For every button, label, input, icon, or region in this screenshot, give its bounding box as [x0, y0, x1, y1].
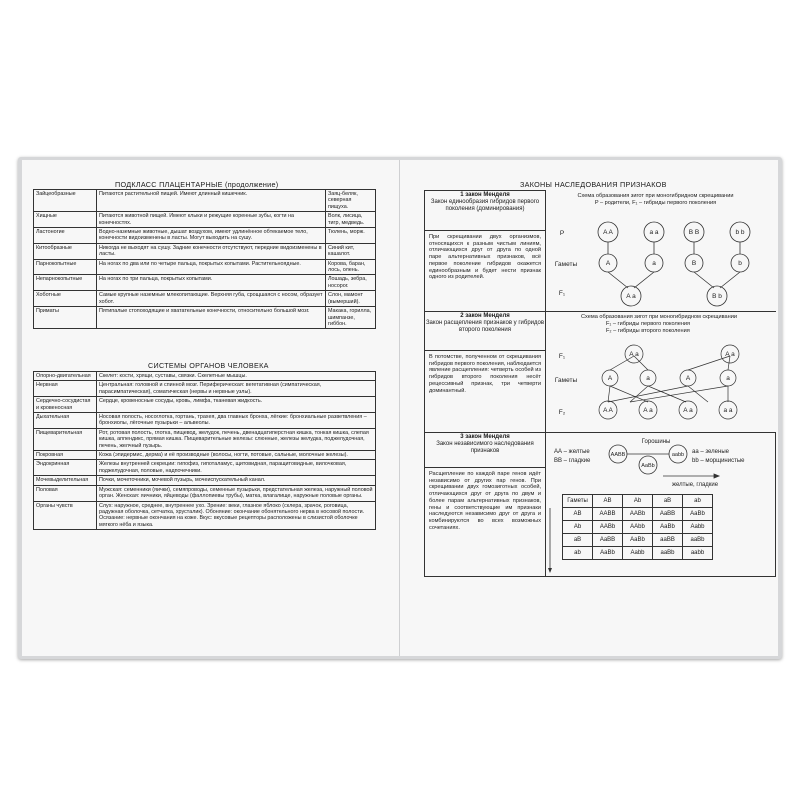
gene-label: A [605, 260, 611, 267]
law1-scheme-title: Схема образования зигот при моногибридном скрещивании [577, 193, 734, 199]
punnett-genotype-cell: aaBb [683, 534, 713, 547]
row-name: Непарнокопытные [34, 275, 97, 291]
table-row [34, 501, 376, 530]
gene-label: a [646, 375, 650, 382]
gene-label: A [685, 375, 691, 382]
row-name: Нервная [34, 381, 97, 397]
row-name: Мочевыделительная [34, 476, 97, 485]
row-name: Сердечно-сосудистая и кровеносная [34, 397, 97, 413]
law2-diagram [548, 342, 772, 432]
punnett-genotype-cell: AaBB [653, 508, 683, 521]
punnett-square [562, 494, 713, 560]
row-description: Самые крупные наземные млекопитающие. Верхняя губа, срощшаяся с носом, образует хобот. [97, 291, 326, 307]
law2-gametes-label: Гаметы [554, 377, 578, 384]
punnett-genotype-cell: AaBb [623, 534, 653, 547]
law3-heading: 3 закон Менделя [460, 434, 510, 440]
placental-title: ПОДКЛАСС ПЛАЦЕНТАРНЫЕ (продолжение) [115, 180, 279, 189]
gene-label: aabb [671, 452, 685, 458]
organs-table [33, 371, 376, 530]
table-row [34, 460, 376, 476]
law1-box [424, 190, 546, 312]
table-row [34, 381, 376, 397]
punnett-genotype-cell: Aabb [623, 547, 653, 560]
table-row [34, 291, 376, 307]
punnett-genotype-cell: AaBB [593, 534, 623, 547]
law2-f2-label: F₂ [558, 409, 566, 416]
gene-label: b b [735, 229, 745, 236]
punnett-row [563, 534, 713, 547]
gene-label: A a [725, 351, 735, 358]
row-name: Хищные [34, 212, 97, 228]
row-description: Рот, ротовая полость, глотка, пищевод, желудок, печень, двенадцатиперстная кишка, тонкая кишка, слепая кишка, аппендикс, прямая кишка. Пищеварительные железы: слюнные, железы желудка, поджелудочная, печень, желчный пузырь. [97, 428, 376, 450]
legend-wrinkled: bb – морщинистые [692, 458, 745, 464]
punnett-header-cell: Гаметы [563, 495, 593, 508]
row-description: Пятипалые стопоходящие и хватательные конечности, относительно большой мозг. [97, 307, 326, 329]
law1-text: При скрещивании двух организмов, относящихся к разным чистым линиям, отличающихся друг от друга по одной паре альтернативных признаков, всё первое поколение гибридов окажется единообразным и будет нести признак одного из родителей. [429, 234, 541, 281]
row-description: Слух: наружное, среднее, внутреннее ухо. Зрение: веки, глазное яблоко (склера, зрачок, роговица, радужная оболочка, сетчатка, хрусталик). Обоняние: окончание обонятельного нерва в носовой полости. Осязание: нервные окончания на коже. Вкус: вкусовые рецепторы расположены в слизистой оболочке мягкого нёба и языка. [97, 501, 376, 530]
table-row [34, 476, 376, 485]
table-row [34, 275, 376, 291]
law1-scheme-subtitle: P – родители, F₁ – гибриды первого поколения [594, 200, 717, 206]
punnett-genotype-cell: AaBb [683, 508, 713, 521]
row-description: На ногах по три пальца, покрытых копытами. [97, 275, 326, 291]
row-description: Водно-наземные животные, дышат воздухом, имеют удлинённое обтекаемое тело, конечности видоизменены в ласты. Могут выходить на сушу. [97, 228, 326, 244]
row-name: Половая [34, 485, 97, 501]
law1-p-label: P [559, 230, 565, 237]
punnett-header-cell: Ab [623, 495, 653, 508]
row-name: Приматы [34, 307, 97, 329]
gene-label: B b [712, 293, 722, 300]
row-name: Органы чувств [34, 501, 97, 530]
punnett-row [563, 547, 713, 560]
gene-label: A a [643, 407, 653, 414]
row-description: Мужская: семенники (яички), семяпроводы, семенные пузырьки, предстательная железа, наружный половой орган. Женская: яичники, яйцеводы (фаллопиевы трубы), матка, влагалище, наружные половые органы. [97, 485, 376, 501]
row-description: Никогда не выходят на сушу. Задние конечности отсутствуют, передние видоизменены в ласты. [97, 243, 326, 259]
punnett-header-cell: ab [683, 495, 713, 508]
row-name: Покровная [34, 451, 97, 460]
table-row [34, 243, 376, 259]
punnett-header-cell: AB [593, 495, 623, 508]
result-label: желтые, гладкие [672, 482, 719, 488]
row-description: Питаются растительной пищей. Имеют длинный кишечник. [97, 190, 326, 212]
law2-box [424, 311, 546, 433]
law2-scheme-title: Схема образования зигот при моногибридном скрещивании [580, 314, 737, 320]
row-description: Сердце, кровеносные сосуды, кровь, лимфа, тканевая жидкость. [97, 397, 376, 413]
row-description: Железы внутренней секреции: гипофиз, гипоталамус, щитовидная, паращитовидные, вилочковая, поджелудочная, половые, надпочечники. [97, 460, 376, 476]
organs-title: СИСТЕМЫ ОРГАНОВ ЧЕЛОВЕКА [148, 361, 269, 370]
table-row [34, 485, 376, 501]
punnett-genotype-cell: AAbb [623, 521, 653, 534]
table-row [34, 190, 376, 212]
law3-peas-diagram [548, 434, 772, 494]
punnett-genotype-cell: aabb [683, 547, 713, 560]
gene-label: a a [723, 407, 733, 414]
legend-smooth: BB – гладкие [554, 458, 591, 464]
gene-label: AaBb [641, 463, 655, 469]
table-row [34, 259, 376, 275]
gene-label: A a [683, 407, 693, 414]
law2-f1-label: F₁ [558, 353, 566, 360]
punnett-genotype-cell: AaBb [593, 547, 623, 560]
punnett-header-cell: aB [653, 495, 683, 508]
table-row [34, 212, 376, 228]
punnett-gamete-cell: AB [563, 508, 593, 521]
row-name: Дыхательная [34, 413, 97, 429]
law3-box [424, 432, 546, 577]
law2-heading: 2 закон Менделя [460, 313, 510, 319]
gene-label: B B [688, 229, 700, 236]
punnett-arrow [546, 506, 556, 574]
row-description: На ногах по два или по четыре пальца, покрытых копытами. Растительноядные. [97, 259, 326, 275]
law2-text: В потомстве, полученном от скрещивания гибридов первого поколения, наблюдается явление расщепления: четверть особей из гибридов второго поколения несёт рецессивный признак, три четверти доминантный. [429, 354, 541, 394]
table-row [34, 228, 376, 244]
row-name: Китообразные [34, 243, 97, 259]
notebook-spine [399, 160, 400, 656]
row-examples: Тюлень, морж. [326, 228, 376, 244]
law2-f1-subtitle: F₁ – гибриды первого поколения [606, 321, 691, 327]
row-name: Хоботные [34, 291, 97, 307]
punnett-row [563, 521, 713, 534]
table-row [34, 413, 376, 429]
row-name: Зайцеобразные [34, 190, 97, 212]
gene-label: A [607, 375, 613, 382]
row-examples: Заяц-беляк, северная пищуха. [326, 190, 376, 212]
gene-label: a [652, 260, 656, 267]
row-description: Носовая полость, носоглотка, гортань, трахея, два главных бронха, лёгкие: бронхиальные разветвления – бронхиолы, лёгочные пузырьки – альвеолы. [97, 413, 376, 429]
table-row [34, 397, 376, 413]
punnett-genotype-cell: aaBb [653, 547, 683, 560]
laws-title: ЗАКОНЫ НАСЛЕДОВАНИЯ ПРИЗНАКОВ [520, 180, 667, 189]
table-row [34, 428, 376, 450]
law1-diagram [548, 212, 772, 312]
punnett-genotype-cell: Aabb [683, 521, 713, 534]
gene-label: a a [649, 229, 659, 236]
row-name: Ластоногие [34, 228, 97, 244]
gene-label: a [726, 375, 730, 382]
gene-label: A A [603, 229, 613, 236]
punnett-genotype-cell: AABb [623, 508, 653, 521]
law3-subheading: Закон независимого наследования признаков [436, 441, 534, 454]
row-examples: Макака, горилла, шимпанзе, гиббон. [326, 307, 376, 329]
punnett-gamete-cell: aB [563, 534, 593, 547]
row-name: Опорно-двигательная [34, 372, 97, 381]
table-row [34, 451, 376, 460]
law1-f1-label: F₁ [558, 290, 566, 297]
row-name: Пищеварительная [34, 428, 97, 450]
punnett-genotype-cell: AABB [593, 508, 623, 521]
row-examples: Слон, мамонт (вымерший). [326, 291, 376, 307]
row-description: Кожа (эпидермис, дерма) и её производные (волосы, ногти, потовые, сальные, молочные железы). [97, 451, 376, 460]
row-description: Питаются животной пищей. Имеют клыки и режущие коренные зубы, когти на конечностях. [97, 212, 326, 228]
law2-f2-subtitle: F₂ – гибриды второго поколения [606, 328, 690, 334]
row-name: Парнокопытные [34, 259, 97, 275]
law3-text: Расщепление по каждой паре генов идёт независимо от других пар генов. При скрещивании двух гомозиготных особей, отличающихся друг от друга по двум и более парам альтернативных признаков, гены и соответствующие им признаки наследуются независимо друг от друга и комбинируются во всех возможных сочетаниях. [429, 471, 541, 531]
peas-title: Горошины [641, 439, 671, 445]
law1-subheading: Закон единообразия гибридов первого поколения (доминирования) [430, 199, 540, 212]
law1-heading: 1 закон Менделя [460, 192, 510, 198]
gene-label: b [738, 260, 742, 267]
row-description: Центральная: головной и спинной мозг. Периферическая: вегетативная (симпатическая, парасимпатическая), соматическая (нервы и нервные узлы). [97, 381, 376, 397]
legend-green: аа – зеленые [692, 449, 729, 455]
row-examples: Лошадь, зебра, носорог. [326, 275, 376, 291]
gene-label: AABB [610, 452, 626, 458]
punnett-gamete-cell: ab [563, 547, 593, 560]
row-examples: Корова, баран, лось, олень. [326, 259, 376, 275]
row-description: Почки, мочеточники, мочевой пузырь, мочеиспускательный канал. [97, 476, 376, 485]
punnett-gamete-cell: Ab [563, 521, 593, 534]
punnett-header-row [563, 495, 713, 508]
punnett-row [563, 508, 713, 521]
punnett-genotype-cell: aaBB [653, 534, 683, 547]
law2-subheading: Закон расщепления признаков у гибридов второго поколения [425, 320, 545, 333]
punnett-genotype-cell: AABb [593, 521, 623, 534]
row-description: Скелет: кости, хрящи, суставы, связки. Скелетные мышцы. [97, 372, 376, 381]
gene-label: B [691, 260, 697, 267]
punnett-genotype-cell: AaBb [653, 521, 683, 534]
gene-label: A a [626, 293, 636, 300]
gene-label: A A [603, 407, 613, 414]
gene-label: A a [629, 351, 639, 358]
legend-yellow: АА – желтые [554, 449, 590, 455]
table-row [34, 372, 376, 381]
placental-table [33, 189, 376, 329]
row-examples: Волк, лисица, тигр, медведь. [326, 212, 376, 228]
table-row [34, 307, 376, 329]
row-examples: Синий кит, кашалот. [326, 243, 376, 259]
law1-gametes-label: Гаметы [554, 261, 578, 268]
row-name: Эндокринная [34, 460, 97, 476]
